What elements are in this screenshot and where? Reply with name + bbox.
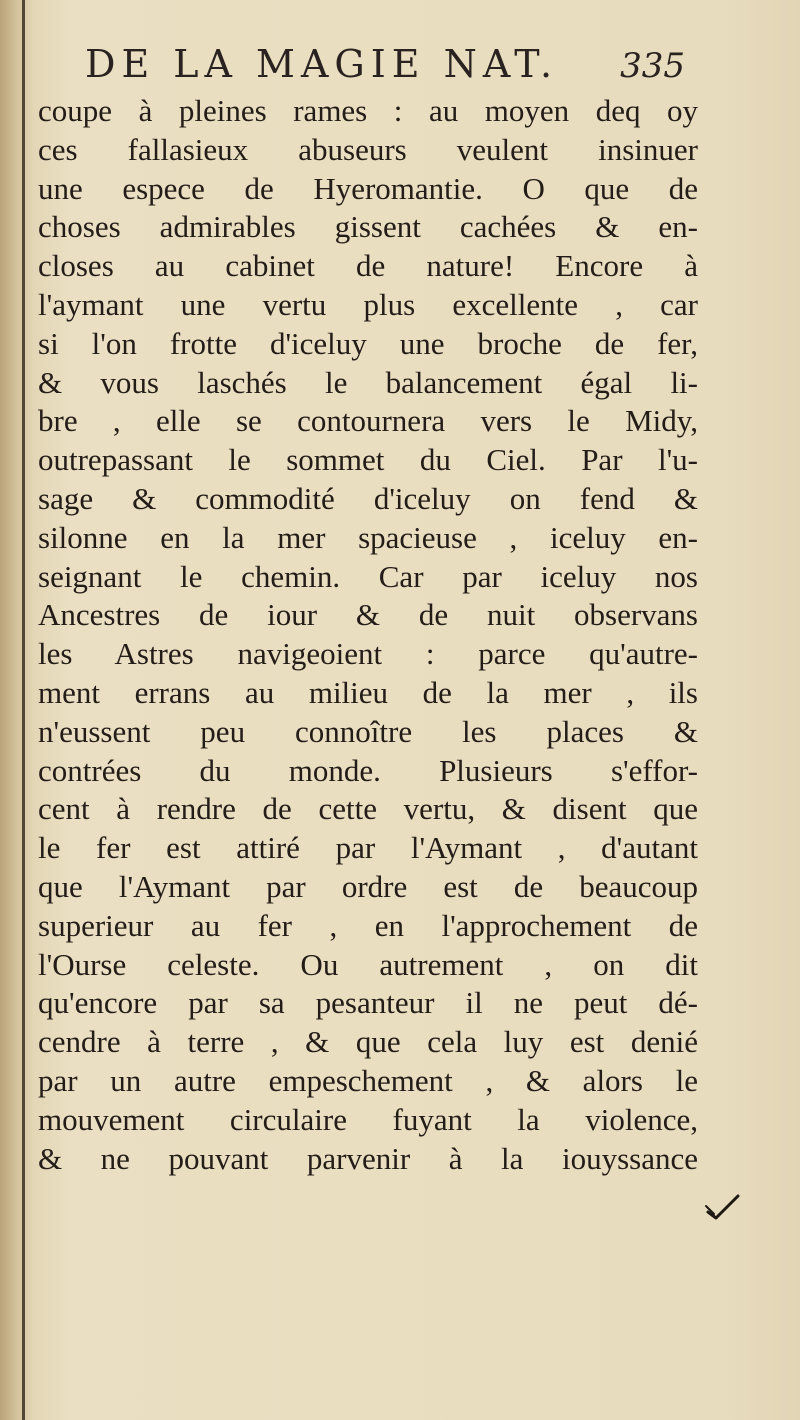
text-line: les Astres navigeoient : parce qu'autre- bbox=[38, 636, 698, 672]
text-line: l'aymant une vertu plus excellente , car bbox=[38, 286, 698, 322]
text-line: choses admirables gissent cachées & en- bbox=[38, 209, 698, 245]
text-line: seignant le chemin. Car par iceluy nos bbox=[38, 558, 698, 594]
text-line: bre , elle se contournera vers le Midy, bbox=[38, 403, 698, 439]
text-line: contrées du monde. Plusieurs s'effor- bbox=[38, 752, 698, 788]
text-line: n'eussent peu connoître les places & bbox=[38, 713, 698, 749]
text-line: qu'encore par sa pesanteur il ne peut dé- bbox=[38, 985, 698, 1021]
text-line: l'Ourse celeste. Ou autrement , on dit bbox=[38, 946, 698, 982]
text-line: cent à rendre de cette vertu, & disent que bbox=[38, 791, 698, 827]
text-line: mouvement circulaire fuyant la violence, bbox=[38, 1101, 698, 1137]
text-line: & ne pouvant parvenir à la iouyssance bbox=[38, 1140, 698, 1176]
text-line: ces fallasieux abuseurs veulent insinuer bbox=[38, 131, 698, 167]
text-line: & vous laschés le balancement égal li- bbox=[38, 364, 698, 400]
running-head: DE LA MAGIE NAT. bbox=[85, 42, 559, 86]
text-line: closes au cabinet de nature! Encore à bbox=[38, 248, 698, 284]
text-line: par un autre empeschement , & alors le bbox=[38, 1062, 698, 1098]
page-header bbox=[85, 42, 685, 96]
text-line: ment errans au milieu de la mer , ils bbox=[38, 674, 698, 710]
text-line: sage & commodité d'iceluy on fend & bbox=[38, 480, 698, 516]
page-number: 335 bbox=[620, 46, 685, 86]
text-line: silonne en la mer spacieuse , iceluy en- bbox=[38, 519, 698, 555]
text-line: Ancestres de iour & de nuit observans bbox=[38, 597, 698, 633]
text-line: que l'Aymant par ordre est de beaucoup bbox=[38, 868, 698, 904]
text-line: si l'on frotte d'iceluy une broche de fer, bbox=[38, 325, 698, 361]
text-line: superieur au fer , en l'approchement de bbox=[38, 907, 698, 943]
text-line: le fer est attiré par l'Aymant , d'autant bbox=[38, 830, 698, 866]
text-line: une espece de Hyeromantie. O que de bbox=[38, 170, 698, 206]
page-gutter bbox=[0, 0, 34, 1420]
binding-edge bbox=[22, 0, 25, 1420]
body-text bbox=[38, 92, 698, 1178]
text-line: cendre à terre , & que cela luy est denié bbox=[38, 1024, 698, 1060]
text-line: outrepassant le sommet du Ciel. Par l'u- bbox=[38, 442, 698, 478]
handwritten-checkmark-icon bbox=[704, 1192, 740, 1222]
text-line: coupe à pleines rames : au moyen deq oy bbox=[38, 93, 698, 128]
